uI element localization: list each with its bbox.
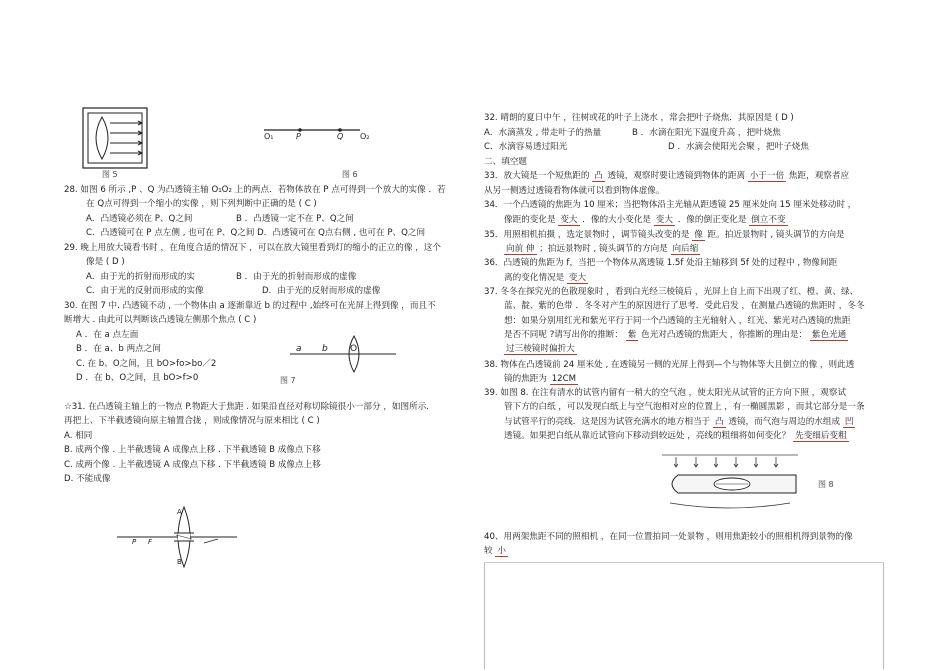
q35-answer-2: 向前 伸 <box>506 244 535 254</box>
fig6-label-p: P <box>296 132 301 141</box>
figure-5 <box>80 105 150 175</box>
q29-option-c: C．由于光的反射而形成的实像 <box>86 286 204 296</box>
fig6-label-o1: O₁ <box>264 132 274 141</box>
q32-option-c: C．水滴容易透过阳光 <box>484 142 568 152</box>
q34-text-b: ．像的大小变化是 <box>582 215 652 225</box>
q35-text-b: 距。拍近景物时 , 镜头调节的方向是 <box>707 230 845 240</box>
figure-7 <box>288 334 398 384</box>
q28-line2: 在 Q点可得到一个缩小的实像 ，则下列判断中正确的是 ( C ) <box>86 199 317 209</box>
q40-text-a: 较 <box>484 546 493 556</box>
q35-answer-3: 向后缩 <box>672 244 699 254</box>
fig7-label-b: b <box>322 344 328 354</box>
q36-text-b: 离的变化情况是 <box>504 273 565 283</box>
q39-answer-1: 凸 <box>715 417 724 427</box>
q31-option-d: D. 不能成像 <box>64 474 111 484</box>
q35-text-a: 35．用照相机拍摄 ，选定景物时 ，调节镜头改变的是 <box>484 230 690 240</box>
q29-option-d: D．由于光的反射而形成的虚像 <box>262 286 381 296</box>
q40-line2 <box>484 546 508 557</box>
q34-text-a: 像距的变化是 <box>504 215 556 225</box>
q38-text-a: 镜的焦距为 <box>504 374 547 384</box>
q33-answer-1: 凸 <box>594 171 603 181</box>
q30-option-c: C. 在 b、O之间，且 bO>fo>bo／2 <box>76 359 217 369</box>
q37-text-b: 色光对凸透镜的焦距大 ，你推断的理由是： <box>641 330 808 340</box>
q32-option-b: B ．水滴在阳光下温度升高 ，把叶烧焦 <box>632 128 781 138</box>
q34-answer-2: 变大 <box>655 215 673 225</box>
q35-line1 <box>484 230 845 241</box>
q31-option-c: C. 成两个像 . 上半截透镜 A 成像点下移 . 下半截透镜 B 成像点上移 <box>64 460 321 470</box>
q29-line1: 29. 晚上用放大镜看书时 ，在角度合适的情况下 ，可以在放大镜里看到灯的缩小的正立的像 ，这个 <box>64 243 441 253</box>
q37-line3: 想：如果分别用红光和紫光平行于同一个凸透镜的主光轴射入 ，红光、紫光对凸透镜的焦距 <box>504 316 851 326</box>
q33-line1 <box>484 171 849 182</box>
q31-fig-label-p: P <box>132 538 137 546</box>
q39-line4 <box>504 431 849 442</box>
q32-line1: 32. 晴朗的夏日中午 ，往树或花的叶子上浇水 ，常会把叶子烧焦．其原因是 ( D ) <box>484 113 794 123</box>
q40-answer-1: 小 <box>497 546 506 556</box>
q39-text-d: ，亮线的粗细将如何变化？ <box>687 431 791 441</box>
q29-option-a: A．由于光的折射而形成的实 <box>86 272 196 282</box>
q28-option-c: C．凸透镜可在 P 点左侧 , 也可在 P、Q之间 D．凸透镜可在 Q点右侧 , 也可在 P、Q之间 <box>86 228 426 238</box>
q30-option-a: A ．在 a 点左面 <box>76 330 139 340</box>
q37-line2: 蓝、靛、紫的色带 ．冬冬对产生的原因进行了思考．受此启发 ，在测量凸透镜的焦距时 ，冬冬 <box>504 301 865 311</box>
q33-answer-2: 小于一倍 <box>749 171 785 181</box>
q37-answer-3: 过三棱镜时偏折大 <box>506 344 575 354</box>
q37-text-a: 是否不同呢 ?请写出你的推断： <box>504 330 624 340</box>
figure-8-caption: 图 8 <box>818 480 834 489</box>
q30-option-b: B ．在 a、b 两点之间 <box>76 344 161 354</box>
q33-text-b: 透镜，观察时要让透镜到物体的距离 <box>607 171 746 181</box>
q38-line2 <box>504 374 578 385</box>
q31-line1: ☆31. 在凸透镜主轴上的一物点 P.物距大于焦距 . 如果沿直径对称切除镜很小一部分 ，如图所示． <box>64 402 435 412</box>
q31-option-b: B. 成两个像 . 上半截透镜 A 成像点上移 . 下半截透镜 B 成像点下移 <box>64 445 321 455</box>
q37-answer-1: 紫 <box>627 330 637 340</box>
q36-line2 <box>504 273 588 284</box>
section-fill-in-title: 二、填空题 <box>484 157 527 167</box>
figure-7-caption: 图 7 <box>280 376 296 385</box>
answer-box <box>484 562 884 669</box>
q35-text-c: ；拍远景物时 , 镜头调节的方向是 <box>539 244 668 254</box>
q31-fig-label-f: F <box>148 538 153 546</box>
figure-6-caption: 图 6 <box>342 170 358 179</box>
q39-line1: 39. 如图 8. 在注有清水的试管内留有一稍大的空气泡 ，使太阳光从试管的正方向下照 ，观察试 <box>484 388 847 398</box>
q30-option-d: D ．在 b、O之间，且 bO>f>0 <box>76 373 199 383</box>
q37-line5 <box>504 344 577 355</box>
q38-line1: 38. 物体在凸透镜前 24 厘米处 , 在透镜另一侧的光屏上得到—个与物体等大且倒立的像 ，则此透 <box>484 360 855 370</box>
q29-option-b: B ．由于光的折射而形成的虚像 <box>236 272 357 282</box>
figure-6 <box>262 120 362 160</box>
q34-line2 <box>504 215 788 226</box>
q35-answer-1: 像 <box>694 230 703 240</box>
q38-answer-1: 12CM <box>551 374 577 384</box>
q39-text-a: 与试管平行的亮线．这是因为试管充满水的地方相当于 <box>504 417 711 427</box>
q35-line2 <box>504 244 700 255</box>
q34-line1: 34．一个凸透镜的焦距为 10 厘米；当把物体沿主光轴从距透镜 25 厘米处向 15 厘米处移动时 ， <box>484 200 857 210</box>
q32-option-a: A．水滴蒸发 , 带走叶子的热量 <box>484 128 602 138</box>
fig6-label-q: Q <box>337 132 344 141</box>
q40-line1: 40、用两架焦距不同的照相机 ，在同一位置拍同一处景物 ，则用焦距较小的照相机得到景物的像 <box>484 532 853 542</box>
q32-option-d: D ．水滴会使阳光会聚 ，把叶子烧焦 <box>668 142 809 152</box>
q33-text-c: 焦距，观察者应 <box>788 171 850 181</box>
q39-text-b: 透镜，而气泡与周边的水组成 <box>728 417 841 427</box>
q29-line2: 像是 ( D ) <box>86 257 125 267</box>
q39-line3 <box>504 417 855 428</box>
q31-fig-label-a: A <box>177 508 182 516</box>
q31-fig-label-b: B <box>177 558 182 566</box>
q33-line2: 从另一侧透过透镜看物体就可以看到物体虚像。 <box>484 186 665 196</box>
q28-line1: 28. 如图 6 所示 ,P 、Q 为凸透镜主轴 O₁O₂ 上的两点．若物体放在 P 点可得到一个放大的实像 ．若 <box>64 185 446 195</box>
q36-line1: 36．凸透镜的焦距为 f，当把一个物体从离透镜 1.5f 处沿主轴移到 5f 处的过程中 , 物像间距 <box>484 258 838 268</box>
fig7-label-a: a <box>296 344 302 354</box>
q39-answer-3: 先变细后变粗 <box>795 431 847 441</box>
q37-line1: 37. 冬冬在探究光的色散现象时 ，看到白光经三棱镜后 ，光屏上自上而下出现了红、橙、黄、绿、 <box>484 287 859 297</box>
q34-text-c: ．像的倒正变化是 <box>677 215 747 225</box>
q28-option-a: A．凸透镜必须在 P、Q之间 <box>86 214 193 224</box>
q34-answer-3: 倒立不变 <box>751 215 786 225</box>
q36-answer-1: 变大 <box>568 273 587 283</box>
q30-line1: 30. 在图 7 中. 凸透镜不动 , 一个物体由 a 逐渐靠近 b 的过程中 ,始终可在光屏上得到像 ，而且不 <box>64 301 436 311</box>
q31-option-a: A. 相同 <box>64 431 93 441</box>
fig7-label-o: O <box>350 344 358 354</box>
fig6-label-o2: O₂ <box>360 132 370 141</box>
figure-8 <box>660 453 800 517</box>
q28-option-b: B ．凸透镜一定不在 P、Q之间 <box>236 214 354 224</box>
q37-line4 <box>504 330 848 341</box>
q31-line2: 再把上、下半截透镜向原主轴置合拢 ，则成像情况与原来相比 ( C ) <box>64 416 320 426</box>
q39-answer-2: 凹 <box>844 417 854 427</box>
q37-answer-2: 紫色光通 <box>811 330 847 340</box>
q39-text-c: 透镜。如果把白纸从靠近试管向下移动到较远处 <box>504 431 685 441</box>
q34-answer-1: 变大 <box>560 215 578 225</box>
q39-line2: 管下方的白纸 ，可以发现白纸上与空气泡相对应的位置上 ，有一椭圆黑影 ，而其它部分是一条 <box>504 402 865 412</box>
figure-5-caption: 图 5 <box>102 170 118 179</box>
q33-text-a: 33．放大镜是一个短焦距的 <box>484 171 590 181</box>
q30-line2: 断增大 . 由此可以判断该凸透镜左侧那个焦点 ( C ) <box>64 315 257 325</box>
